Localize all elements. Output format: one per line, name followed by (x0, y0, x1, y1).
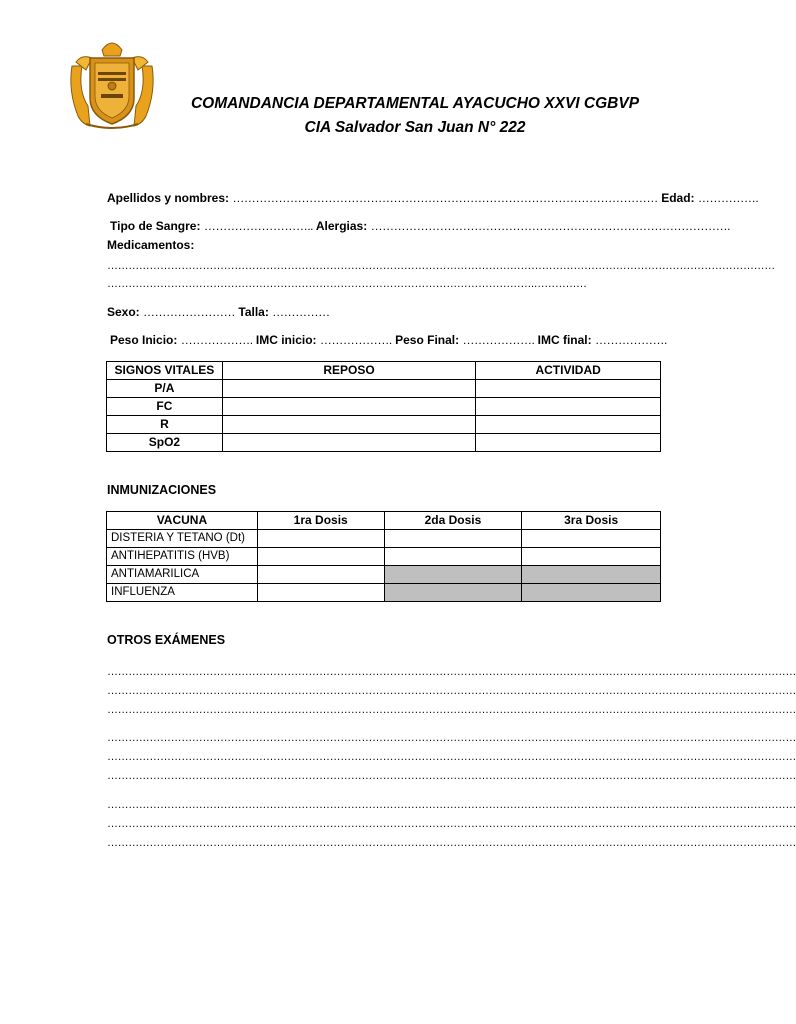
vitals-row-label: FC (107, 398, 223, 416)
dose-cell-disabled (384, 584, 522, 602)
field-peso-row (110, 332, 667, 348)
dose-cell[interactable] (522, 530, 661, 548)
peso-inicio-label: Peso Inicio: (110, 333, 178, 347)
otros-line[interactable]: …………………………………………………………………………………………………………………………………………………………………………… (107, 666, 796, 678)
field-nombres-row (107, 190, 758, 206)
vitals-actividad-cell[interactable] (476, 380, 661, 398)
alergias-label: Alergias: (315, 219, 368, 233)
otros-line[interactable]: …………………………………………………………………………………………………………………………………………………………………………… (107, 799, 796, 811)
header-title: COMANDANCIA DEPARTAMENTAL AYACUCHO XXVI CGBVP (190, 95, 640, 112)
peso-final-field[interactable]: ………………. (462, 333, 535, 347)
dose-cell[interactable] (257, 548, 384, 566)
sexo-label: Sexo: (107, 305, 140, 319)
dose-cell[interactable] (384, 548, 522, 566)
otros-line[interactable]: …………………………………………………………………………………………………………………………………………………………………………… (107, 770, 796, 782)
vitals-actividad-cell[interactable] (476, 398, 661, 416)
vital-signs-table (106, 361, 661, 452)
document-header (150, 92, 680, 140)
peso-final-label: Peso Final: (395, 333, 460, 347)
medicamentos-label: Medicamentos: (107, 238, 195, 252)
imc-inicio-label: IMC inicio: (255, 333, 317, 347)
vitals-row-label: R (107, 416, 223, 434)
imc-inicio-field[interactable]: ………………. (319, 333, 392, 347)
vitals-header-signos: SIGNOS VITALES (107, 362, 223, 380)
nombres-field[interactable]: ………………………………………………………………………………………………… (232, 191, 658, 205)
dose-cell[interactable] (522, 548, 661, 566)
vac-header-dosis2: 2da Dosis (384, 512, 522, 530)
table-row (107, 530, 661, 548)
vitals-header-reposo: REPOSO (222, 362, 475, 380)
vaccine-name: ANTIHEPATITIS (HVB) (107, 548, 258, 566)
header-subtitle: CIA Salvador San Juan N° 222 (304, 119, 526, 136)
dose-cell-disabled (522, 584, 661, 602)
talla-field[interactable]: …………… (272, 305, 330, 319)
crest-logo (68, 36, 156, 130)
medicamentos-field-1[interactable]: ……………………………………………………………………………………………………………………………………………………………………… (107, 260, 775, 272)
table-row (107, 434, 661, 452)
dose-cell[interactable] (257, 584, 384, 602)
otros-examenes-title: OTROS EXÁMENES (107, 633, 226, 647)
medicamentos-field-2[interactable]: ………………………………………………………………………………………………………….…………… (107, 278, 587, 290)
vitals-row-label: SpO2 (107, 434, 223, 452)
vac-header-vacuna: VACUNA (107, 512, 258, 530)
dose-cell[interactable] (257, 566, 384, 584)
table-row (107, 584, 661, 602)
field-sangre-row (110, 218, 730, 234)
vitals-actividad-cell[interactable] (476, 416, 661, 434)
alergias-field[interactable]: …………………………………………………………………………………. (370, 219, 730, 233)
talla-label: Talla: (238, 305, 269, 319)
sangre-label: Tipo de Sangre: (110, 219, 201, 233)
vitals-reposo-cell[interactable] (222, 434, 475, 452)
otros-line[interactable]: …………………………………………………………………………………………………………………………………………………………………………… (107, 837, 796, 849)
dose-cell-disabled (522, 566, 661, 584)
vitals-actividad-cell[interactable] (476, 434, 661, 452)
dose-cell[interactable] (257, 530, 384, 548)
otros-line[interactable]: …………………………………………………………………………………………………………………………………………………………………………… (107, 751, 796, 763)
immunizations-table (106, 511, 661, 602)
vaccine-name: DISTERIA Y TETANO (Dt) (107, 530, 258, 548)
vitals-row-label: P/A (107, 380, 223, 398)
otros-line[interactable]: …………………………………………………………………………………………………………………………………………………………………………… (107, 818, 796, 830)
vaccine-name: ANTIAMARILICA (107, 566, 258, 584)
edad-field[interactable]: ……………. (697, 191, 759, 205)
sexo-field[interactable]: …………………… (143, 305, 236, 319)
nombres-label: Apellidos y nombres: (107, 191, 230, 205)
immunizations-title: INMUNIZACIONES (107, 483, 217, 497)
otros-line[interactable]: …………………………………………………………………………………………………………………………………………………………………………… (107, 704, 796, 716)
sangre-field[interactable]: ……………………….. (203, 219, 313, 233)
vitals-reposo-cell[interactable] (222, 380, 475, 398)
vaccine-name: INFLUENZA (107, 584, 258, 602)
edad-label: Edad: (661, 191, 695, 205)
table-row (107, 398, 661, 416)
vitals-reposo-cell[interactable] (222, 398, 475, 416)
vac-header-dosis3: 3ra Dosis (522, 512, 661, 530)
peso-inicio-field[interactable]: ………………. (180, 333, 253, 347)
table-row (107, 380, 661, 398)
dose-cell-disabled (384, 566, 522, 584)
otros-line[interactable]: …………………………………………………………………………………………………………………………………………………………………………… (107, 732, 796, 744)
table-row (107, 548, 661, 566)
otros-line[interactable]: …………………………………………………………………………………………………………………………………………………………………………… (107, 685, 796, 697)
dose-cell[interactable] (384, 530, 522, 548)
vitals-header-actividad: ACTIVIDAD (476, 362, 661, 380)
imc-final-label: IMC final: (537, 333, 592, 347)
field-sexo-row (107, 304, 330, 320)
table-row (107, 566, 661, 584)
vac-header-dosis1: 1ra Dosis (257, 512, 384, 530)
table-row (107, 416, 661, 434)
vitals-reposo-cell[interactable] (222, 416, 475, 434)
imc-final-field[interactable]: ………………. (594, 333, 667, 347)
